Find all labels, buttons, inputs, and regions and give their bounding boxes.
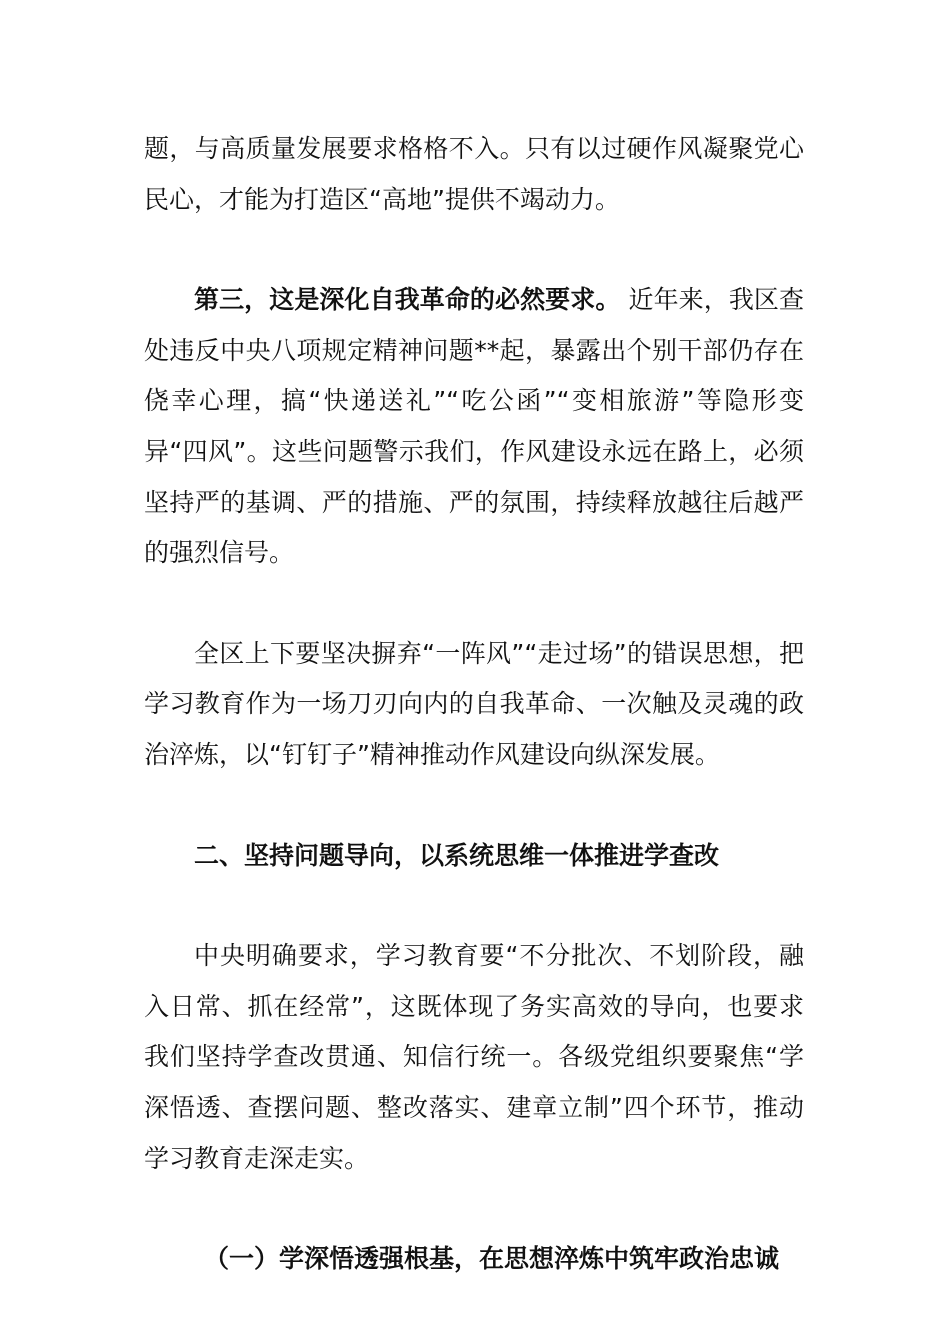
paragraph-body: 近年来，我区查处违反中央八项规定精神问题**起，暴露出个别干部仍存在侥幸心理，搞“快递送礼”“吃公函”“变相旅游”等隐形变异“四风”。这些问题警示我们，作风建设永远在路上，必须坚持严的基调、严的措施、严的氛围，持续释放越往后越严的强烈信号。 <box>144 285 804 568</box>
paragraph-lead-bold: 第三，这是深化自我革命的必然要求。 <box>194 285 621 315</box>
paragraph-call-to-action: 全区上下要坚决摒弃“一阵风”“走过场”的错误思想，把学习教育作为一场刀刃向内的自我革命、一次触及灵魂的政治淬炼，以“钉钉子”精神推动作风建设向纵深发展。 <box>144 638 804 769</box>
paragraph-central-requirement: 中央明确要求，学习教育要“不分批次、不划阶段，融入日常、抓在经常”，这既体现了务实高效的导向，也要求我们坚持学查改贯通、知信行统一。各级党组织要聚焦“学深悟透、查摆问题、整改落实、建章立制”四个环节，推动学习教育走深走实。 <box>144 941 804 1173</box>
subsection-heading-1: （一）学深悟透强根基，在思想淬炼中筑牢政治忠诚 <box>204 1244 780 1274</box>
paragraph-continuation: 题，与高质量发展要求格格不入。只有以过硬作风凝聚党心民心，才能为打造区“高地”提供不竭动力。 <box>144 134 804 214</box>
section-heading-2: 二、坚持问题导向，以系统思维一体推进学查改 <box>194 840 720 870</box>
document-body <box>144 124 804 1285</box>
paragraph-third-point <box>144 275 804 579</box>
